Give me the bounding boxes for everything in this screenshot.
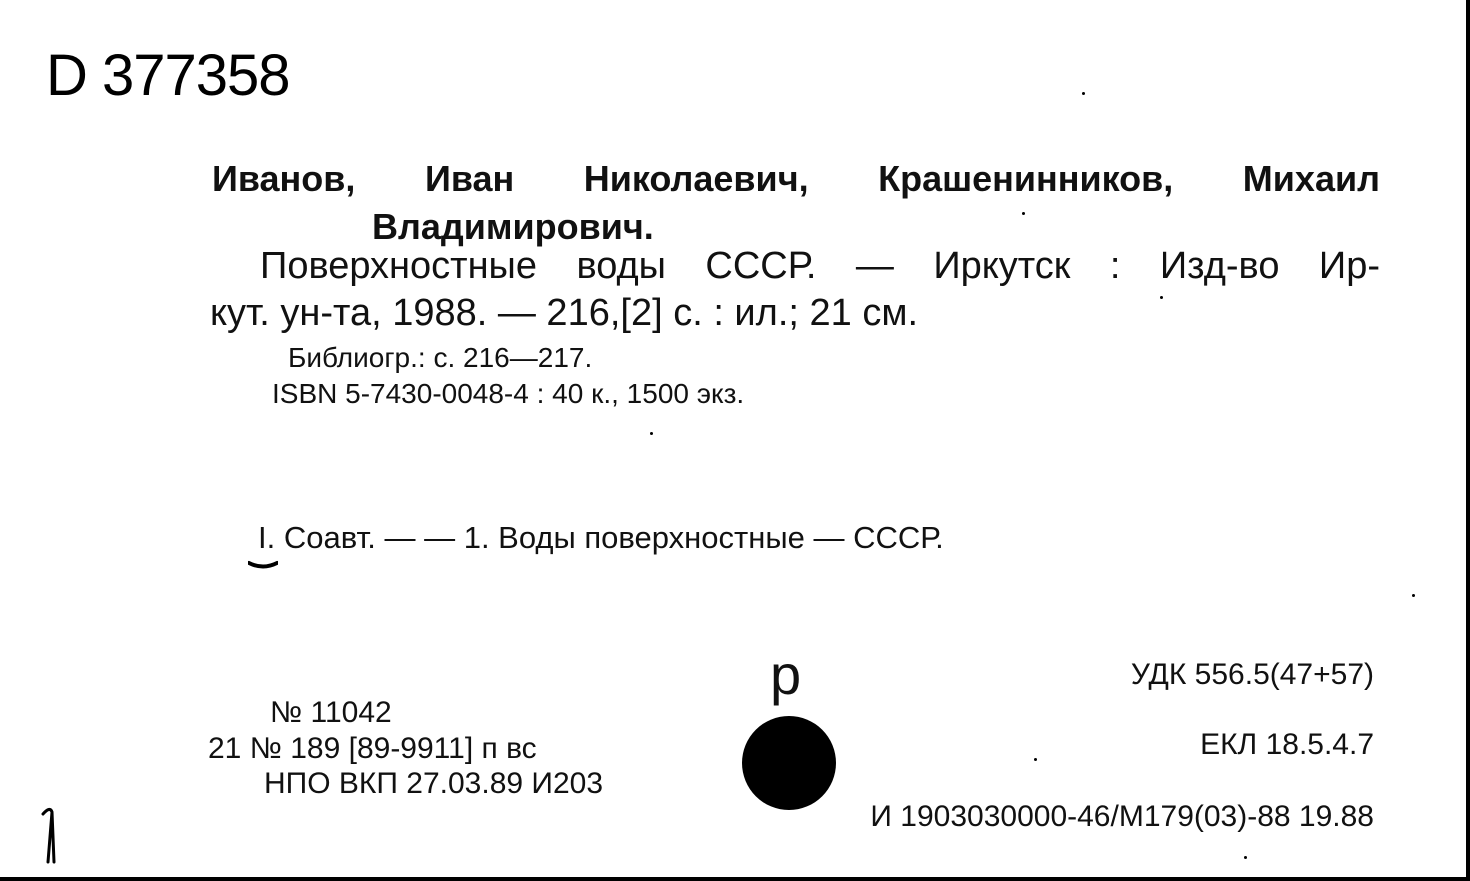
author-word: Николаевич, [583, 158, 809, 199]
handwritten-corner-mark [40, 804, 64, 866]
order-number: № 11042 [270, 696, 392, 729]
author-word: Михаил [1242, 158, 1380, 199]
call-number: D 377358 [46, 43, 290, 108]
speck-mark [1022, 212, 1025, 215]
speck-mark [1244, 856, 1247, 859]
print-info: 21 № 189 [89-9911] п вс [208, 732, 537, 765]
speck-mark [650, 432, 653, 435]
author-word: Иванов, [212, 158, 356, 199]
authors-line-2: Владимирович. [372, 206, 654, 247]
npo-info: НПО ВКП 27.03.89 И203 [264, 767, 604, 800]
udk-code: УДК 556.5(47+57) [1130, 658, 1374, 691]
title-line-1 [260, 245, 1380, 288]
title-word: — [855, 245, 894, 287]
authors-line-1 [212, 158, 1380, 200]
title-word: Иркутск [933, 245, 1071, 287]
speck-mark [1082, 92, 1085, 95]
handwritten-underline-mark [248, 560, 278, 570]
punched-dot-mark [742, 716, 836, 810]
handwritten-mark: р [770, 643, 802, 706]
speck-mark [1412, 594, 1415, 597]
title-word: : [1109, 245, 1121, 287]
isbn-line: ISBN 5-7430-0048-4 : 40 к., 1500 экз. [272, 378, 745, 409]
title-word: Поверхностные [260, 245, 538, 287]
bibliography-note: Библиогр.: с. 216—217. [288, 342, 593, 373]
speck-mark [1034, 758, 1037, 761]
author-word: Крашенинников, [878, 158, 1174, 199]
index-code: И 1903030000-46/М179(03)-88 19.88 [870, 800, 1374, 833]
title-word: Изд-во [1159, 245, 1280, 287]
title-word: СССР. [705, 245, 817, 287]
author-word: Иван [424, 158, 515, 199]
speck-mark [1160, 296, 1163, 299]
title-word: воды [576, 245, 666, 287]
title-word: Ир- [1318, 245, 1380, 287]
title-line-2: кут. ун-та, 1988. — 216,[2] с. : ил.; 21 см. [210, 292, 919, 334]
ekl-code: ЕКЛ 18.5.4.7 [1200, 728, 1374, 761]
tracings: I. Соавт. — — 1. Воды поверхностные — СССР. [258, 520, 944, 555]
